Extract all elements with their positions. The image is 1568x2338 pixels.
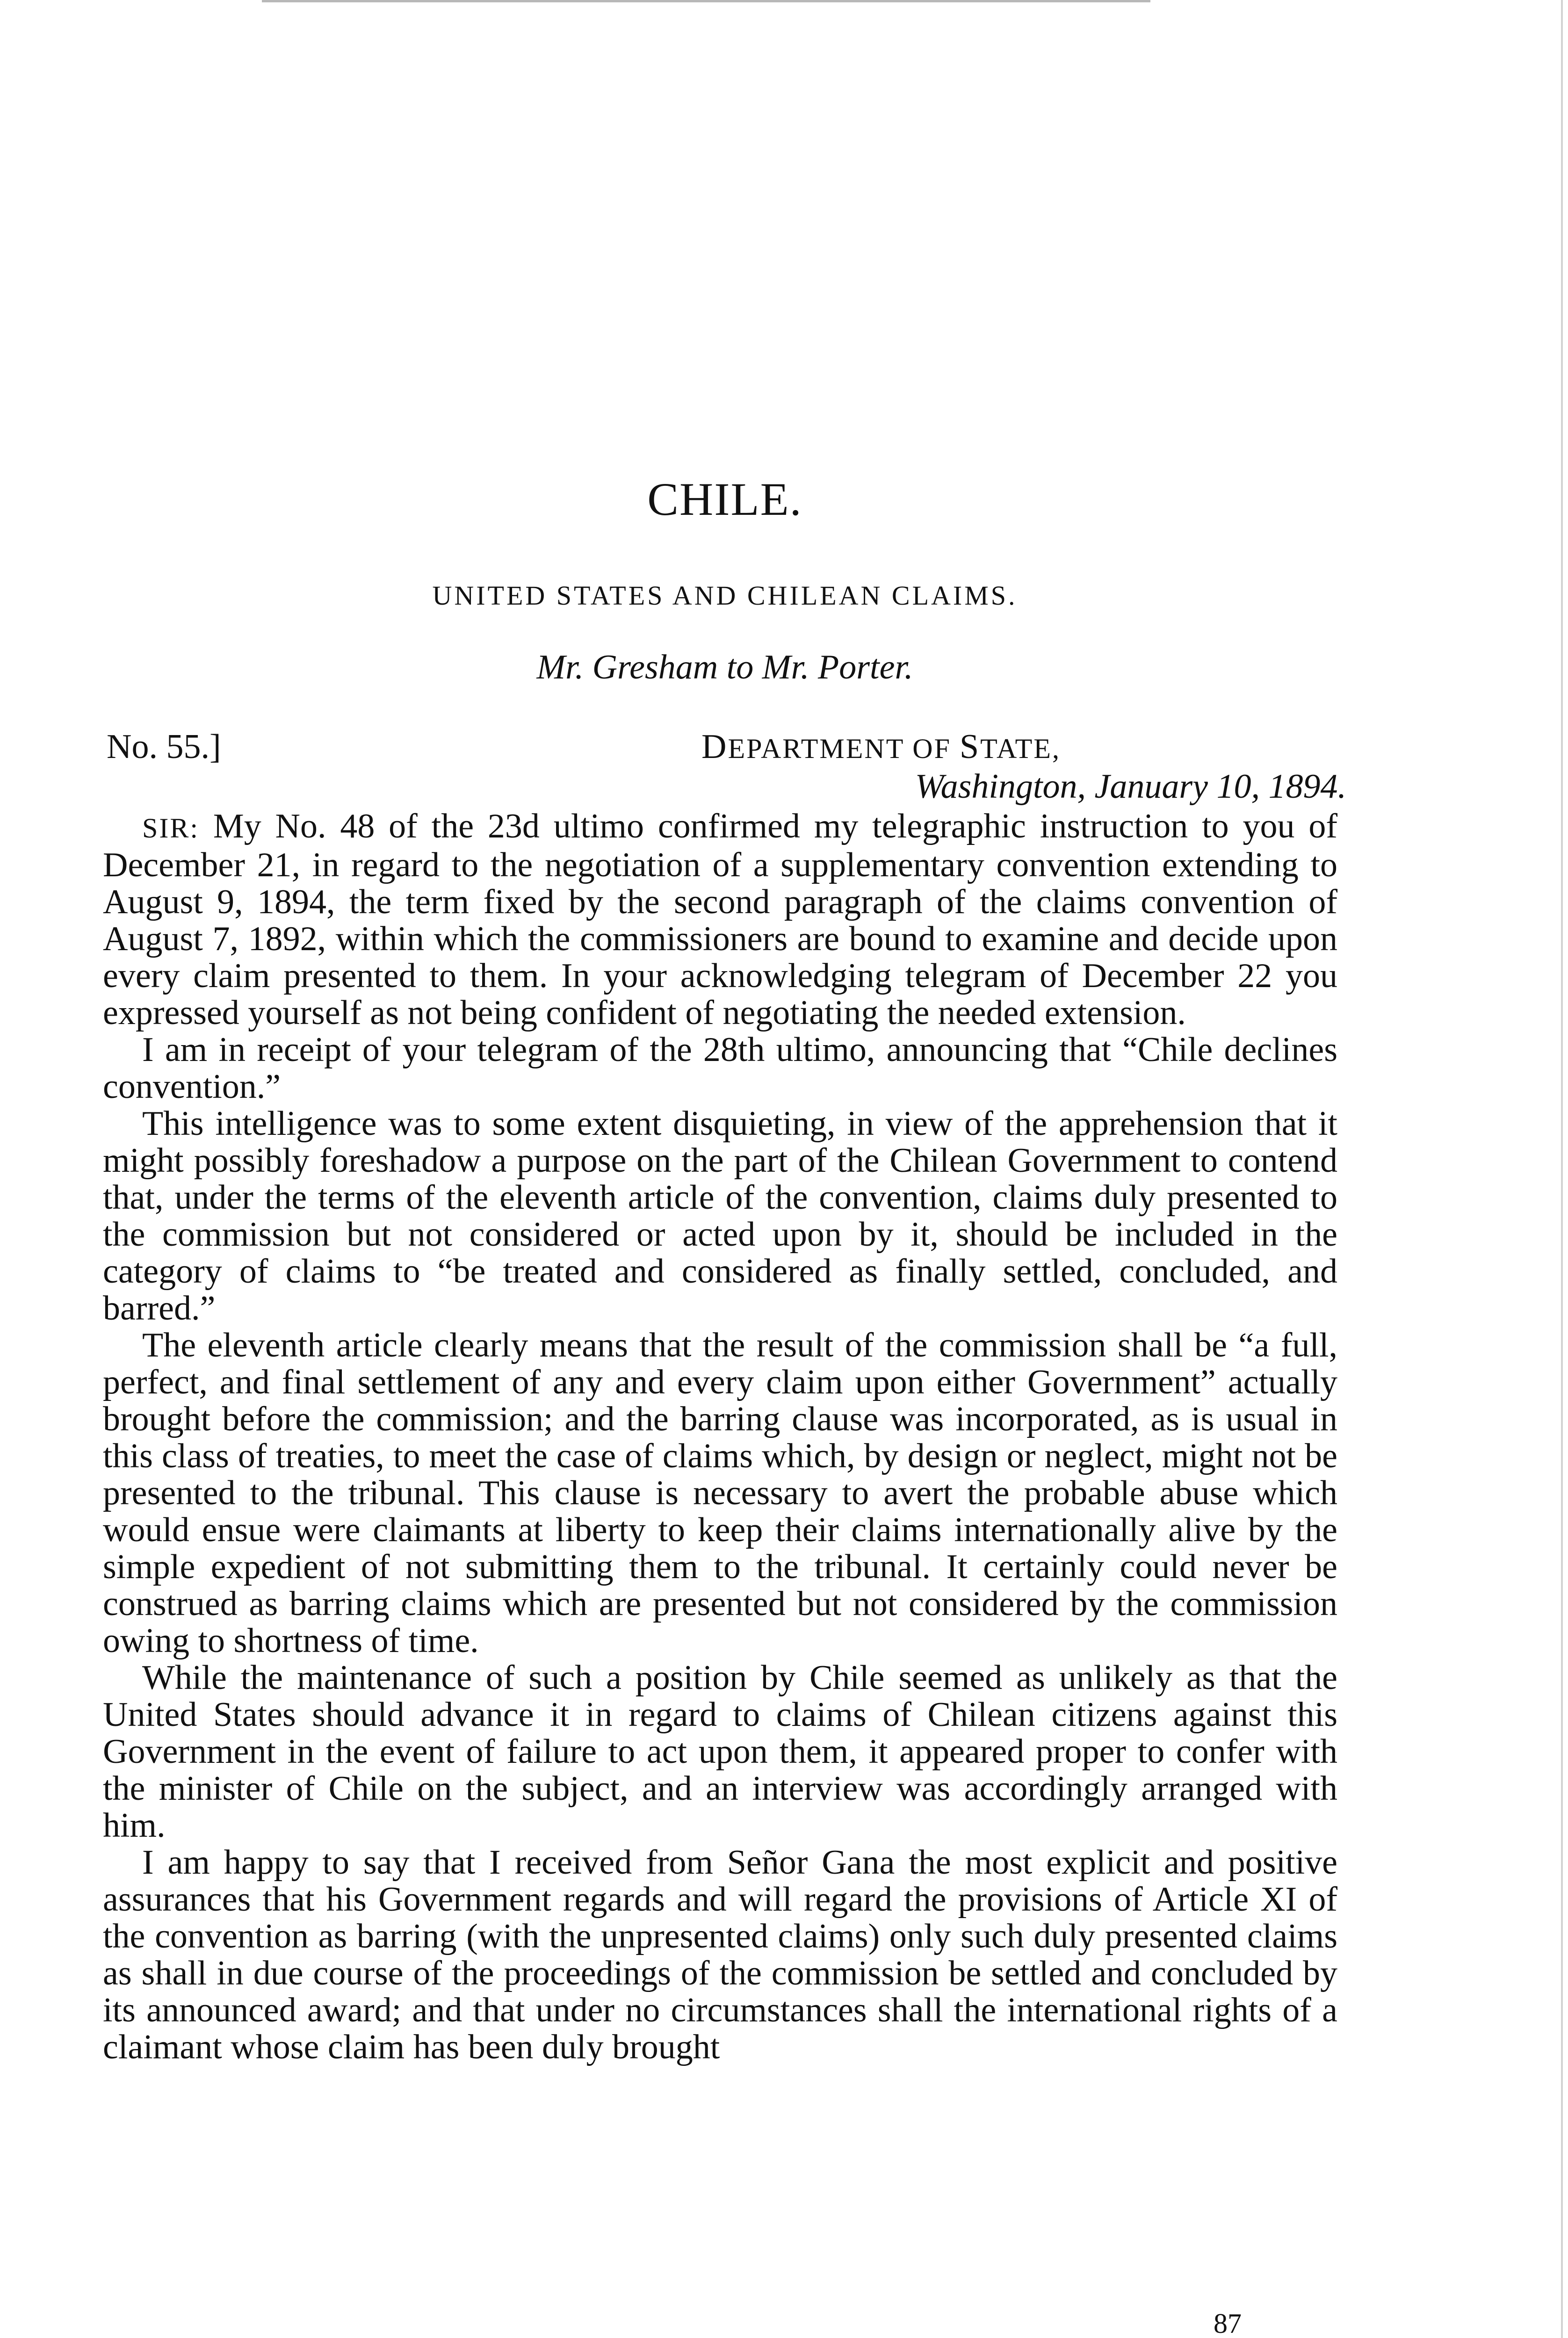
paragraph-2: I am in receipt of your telegram of the 28th ultimo, announcing that “Chile declines convention.” <box>103 1031 1337 1106</box>
department-rest: EPARTMENT OF <box>728 733 960 764</box>
document-number: No. 55.] <box>107 728 221 766</box>
paragraph-5: While the maintenance of such a position by Chile seemed as unlikely as that the United States should advance it in regard to claims of Chilean citizens against this Government in the event of failure to act upon them, it appeared proper to confer with the minister of Chile on the subject, and an interview was accordingly arranged with him. <box>103 1659 1337 1845</box>
scan-edge-top <box>262 0 1150 2</box>
paragraph-4: The eleventh article clearly means that the result of the commission shall be “a full, perfect, and final settlement of any and every claim upon either Government” actually brought before the commission; and the barring clause was incorporated, as is usual in this class of treaties, to meet the case of claims which, by design or neglect, might not be presented to the tribunal. This clause is necessary to avert the probable abuse which would ensue were claimants at liberty to keep their claims internationally alive by the simple expedient of not submitting them to the tribunal. It certainly could never be construed as barring claims which are presented but not considered by the commission owing to shortness of time. <box>103 1326 1337 1660</box>
department-state-rest: TATE, <box>980 733 1061 764</box>
salutation: SIR: <box>142 813 200 844</box>
paragraph-1-text: My No. 48 of the 23d ultimo confirmed my telegraphic instruction to you of December 21, in regard to the negotiation of a supplementary convention extending to August 9, 1894, the term fixed by the second paragraph of the claims convention of August 7, 1892, within which the commissioners are bound to examine and decide upon every claim presented to them. In your acknowledging telegram of December 22 you expressed yourself as not being confident of negotiating the needed extension. <box>103 807 1337 1032</box>
page-number: 87 <box>1214 2308 1242 2338</box>
paragraph-6: I am happy to say that I received from Señor Gana the most explicit and positive assurances that his Government regards and will regard the provisions of Article XI of the convention as barring (with the unpresented claims) only such duly presented claims as shall in due course of the proceedings of the commission be settled and concluded by its announced award; and that under no circumstances shall the international rights of a claimant whose claim has been duly brought <box>103 1843 1337 2066</box>
department-of-state <box>701 727 1061 767</box>
department-initial: D <box>701 728 728 766</box>
dateline: Washington, January 10, 1894. <box>915 767 1346 806</box>
subject-heading: UNITED STATES AND CHILEAN CLAIMS. <box>432 580 1018 611</box>
correspondents-line: Mr. Gresham to Mr. Porter. <box>536 648 913 686</box>
paragraph-1 <box>103 808 1337 1032</box>
department-state-initial: S <box>959 728 981 766</box>
letter-body <box>103 808 1337 2066</box>
paragraph-3: This intelligence was to some extent disquieting, in view of the apprehension that it might possibly foreshadow a purpose on the part of the Chilean Government to contend that, under the terms of the eleventh article of the convention, claims duly presented to the commission but not considered or acted upon by it, should be included in the category of claims to “be treated and considered as finally settled, concluded, and barred.” <box>103 1104 1337 1328</box>
scan-edge-right <box>1561 0 1563 2338</box>
country-heading: CHILE. <box>647 473 802 525</box>
